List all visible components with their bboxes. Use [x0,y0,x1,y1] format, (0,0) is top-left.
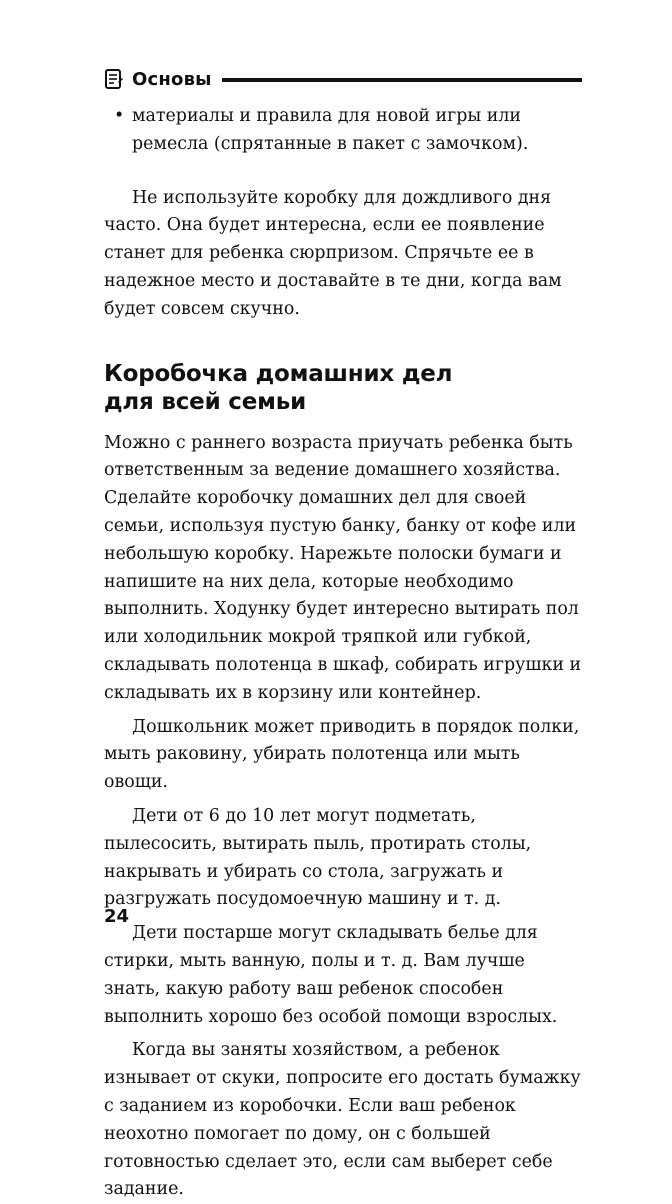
body-paragraph: Дошкольник может приводить в порядок полки, мыть раковину, убирать полотенца или мыть овощи. [104,716,580,793]
body-paragraph: Можно с раннего возраста приучать ребенка быть ответственным за ведение домашнего хозяйства. Сделайте коробочку домашних дел для своей семьи, используя пустую банку, банку от кофе или небольшую коробку. Нарежьте полоски бумаги и напишите на них дела, которые необходимо выполнить. Ходунку будет интересно вытирать пол или холодильник мокрой тряпкой или губкой, складывать полотенца в шкаф, собирать игрушки и складывать их в корзину или контейнер. [104,432,582,703]
page-number: 24 [104,906,130,927]
section-heading [104,360,582,416]
bullet-text: материалы и правила для новой игры или ремесла (спрятанные в пакет с замочком). [132,106,529,154]
notebook-icon [104,68,124,90]
section-heading-line-2: для всей семьи [104,388,306,415]
running-header [104,64,582,94]
section-title: Основы [132,68,212,90]
body-paragraph: Дети постарше могут складывать белье для стирки, мыть ванную, полы и т. д. Вам лучше знать, какую работу ваш ребенок способен выполнить хорошо без особой помощи взрослых. [104,923,558,1027]
body-paragraph: Дети от 6 до 10 лет могут подметать, пылесосить, вытирать пыль, протирать столы, накрывать и убирать со стола, загружать и разгружать посудомоечную машину и т. д. [104,805,532,910]
body-paragraph: Когда вы заняты хозяйством, а ребенок изнывает от скуки, попросите его достать бумажку с заданием из коробочки. Если ваш ребенок неохотно помогает по дому, он с большей готовностью сделает это, если сам выберет себе задание. [104,1040,581,1200]
bullet-marker: • [114,106,125,126]
header-rule [222,78,582,82]
intro-paragraph: Не используйте коробку для дождливого дня часто. Она будет интересна, если ее появление станет для ребенка сюрпризом. Спрячьте ее в надежное место и доставайте в те дни, когда вам будет совсем скучно. [104,187,562,319]
section-heading-line-1: Коробочка домашних дел [104,360,453,387]
bullet-item [104,103,582,159]
page-body [104,103,582,1204]
